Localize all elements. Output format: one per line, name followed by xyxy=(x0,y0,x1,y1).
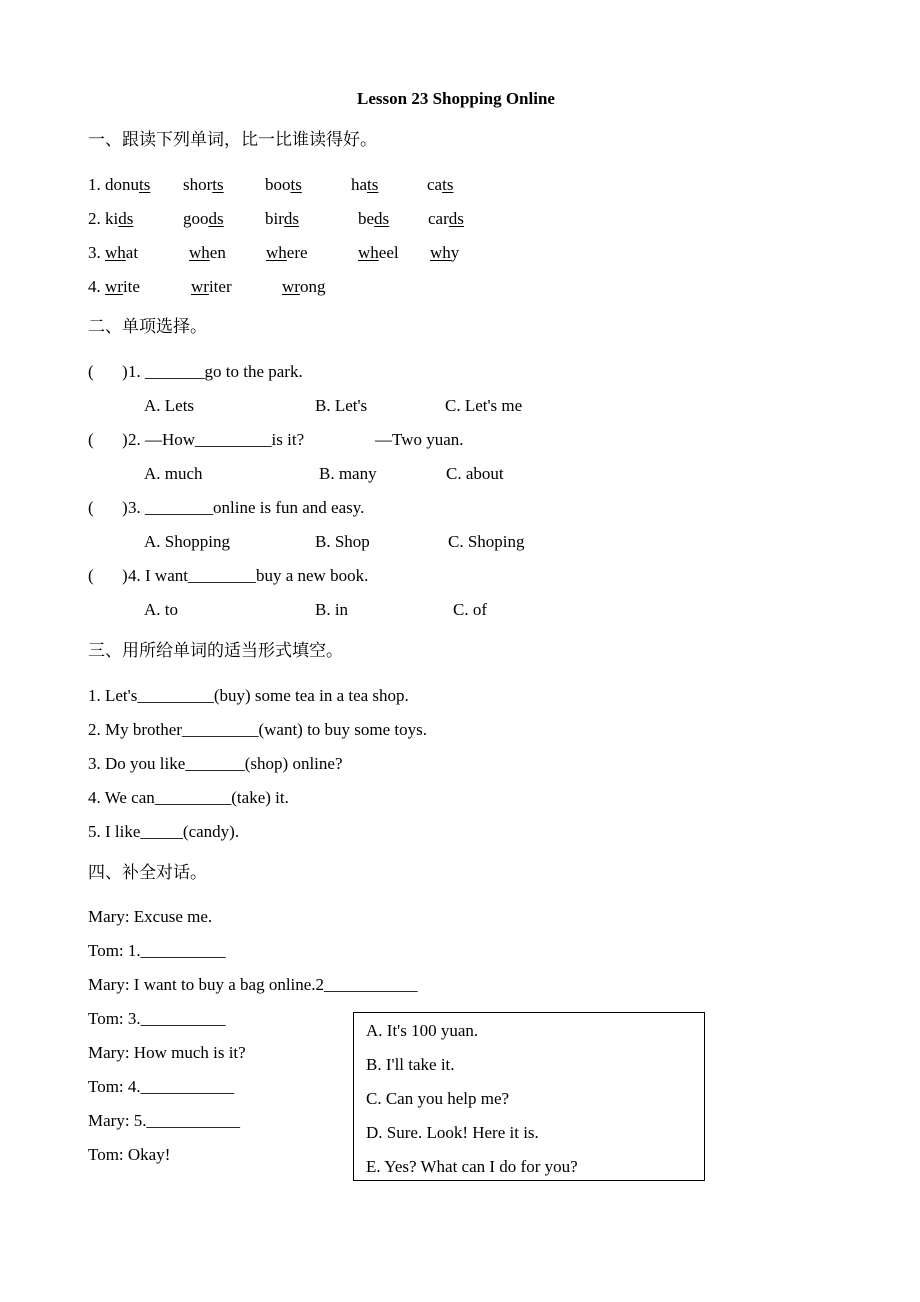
option-a: A. much xyxy=(144,464,203,483)
word-item: wrong xyxy=(282,277,326,296)
question-text: 4. I want________buy a new book. xyxy=(128,566,369,585)
section-4-heading: 四、补全对话。 xyxy=(88,863,207,883)
fill-in-item: 1. Let's_________(buy) some tea in a tea shop. xyxy=(88,686,409,705)
word-item: cats xyxy=(427,175,454,194)
option-a: A. to xyxy=(144,600,178,619)
word-item: shorts xyxy=(183,175,224,194)
word-item: 3. what xyxy=(88,243,139,262)
answer-option: C. Can you help me? xyxy=(366,1089,510,1108)
option-c: C. Shoping xyxy=(448,532,525,551)
option-b: B. Let's xyxy=(315,396,368,415)
option-c: C. about xyxy=(446,464,504,483)
answer-paren-open: ( xyxy=(88,498,94,517)
answer-paren-close: ) xyxy=(122,430,128,449)
section-3-heading: 三、用所给单词的适当形式填空。 xyxy=(88,641,343,661)
word-item: writer xyxy=(191,277,232,296)
page-title: Lesson 23 Shopping Online xyxy=(357,89,555,108)
answer-paren-close: ) xyxy=(122,498,128,517)
answer-option: E. Yes? What can I do for you? xyxy=(366,1157,578,1176)
fill-in-item: 4. We can_________(take) it. xyxy=(88,788,289,807)
answer-paren-open: ( xyxy=(88,566,94,585)
question-response: —Two yuan. xyxy=(375,430,464,449)
answer-option: A. It's 100 yuan. xyxy=(366,1021,479,1040)
section-2-heading: 二、单项选择。 xyxy=(88,317,207,337)
word-item: where xyxy=(266,243,308,262)
option-a: A. Lets xyxy=(144,396,195,415)
dialogue-line: Tom: 4.___________ xyxy=(88,1077,235,1096)
word-item: boots xyxy=(265,175,302,194)
section-1-heading: 一、跟读下列单词，比一比谁读得好。 xyxy=(88,130,377,150)
dialogue-line: Mary: How much is it? xyxy=(88,1043,246,1062)
option-b: B. in xyxy=(315,600,349,619)
word-item: wheel xyxy=(358,243,399,262)
option-a: A. Shopping xyxy=(144,532,230,551)
option-c: C. Let's me xyxy=(445,396,523,415)
option-b: B. many xyxy=(319,464,377,483)
question-text: 1. _______go to the park. xyxy=(128,362,303,381)
answer-option: B. I'll take it. xyxy=(366,1055,455,1074)
option-c: C. of xyxy=(453,600,487,619)
word-item: beds xyxy=(358,209,390,228)
question-text: 2. —How_________is it? xyxy=(128,430,305,449)
answer-paren-close: ) xyxy=(122,566,128,585)
word-item: cards xyxy=(428,209,464,228)
dialogue-line: Mary: I want to buy a bag online.2___________ xyxy=(88,975,418,994)
dialogue-line: Mary: Excuse me. xyxy=(88,907,213,926)
answer-paren-open: ( xyxy=(88,362,94,381)
dialogue-line: Tom: 3.__________ xyxy=(88,1009,226,1028)
dialogue-line: Tom: 1.__________ xyxy=(88,941,226,960)
answer-paren-close: ) xyxy=(122,362,128,381)
word-item: birds xyxy=(265,209,300,228)
word-item: why xyxy=(430,243,460,262)
dialogue-line: Mary: 5.___________ xyxy=(88,1111,241,1130)
fill-in-item: 3. Do you like_______(shop) online? xyxy=(88,754,343,773)
option-b: B. Shop xyxy=(315,532,370,551)
word-item: 2. kids xyxy=(88,209,134,228)
word-item: 4. write xyxy=(88,277,140,296)
word-item: hats xyxy=(351,175,379,194)
fill-in-item: 2. My brother_________(want) to buy some toys. xyxy=(88,720,428,739)
answer-option: D. Sure. Look! Here it is. xyxy=(366,1123,539,1142)
word-item: when xyxy=(189,243,226,262)
answer-paren-open: ( xyxy=(88,430,94,449)
dialogue-line: Tom: Okay! xyxy=(88,1145,171,1164)
word-item: goods xyxy=(183,209,224,228)
question-text: 3. ________online is fun and easy. xyxy=(128,498,365,517)
word-item: 1. donuts xyxy=(88,175,151,194)
fill-in-item: 5. I like_____(candy). xyxy=(88,822,240,841)
